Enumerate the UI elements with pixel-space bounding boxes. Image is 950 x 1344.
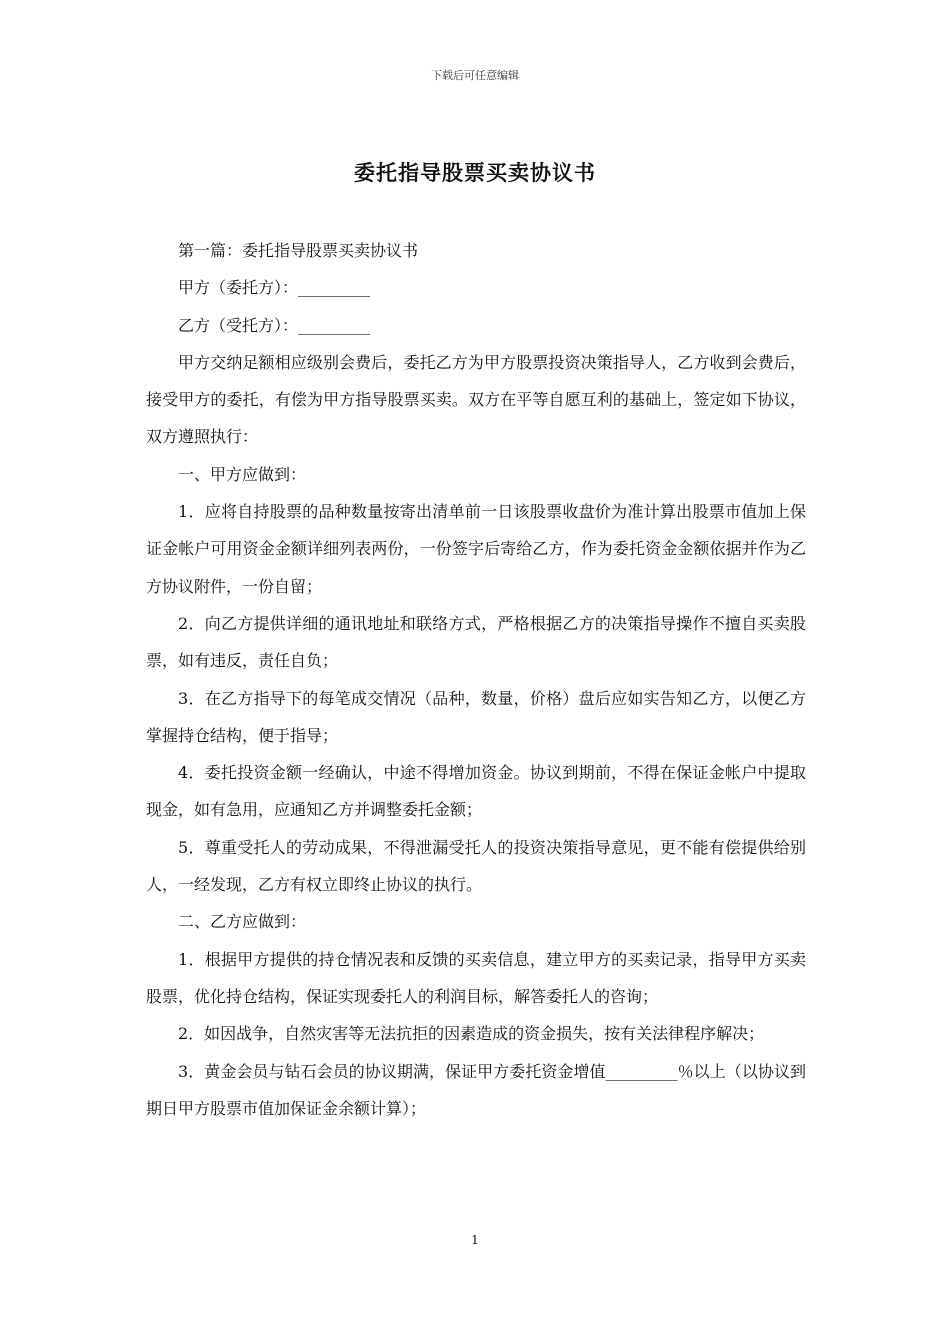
document-body <box>146 232 806 1127</box>
paragraph: 5．尊重受托人的劳动成果，不得泄漏受托人的投资决策指导意见，更不能有偿提供给别人，一经发现，乙方有权立即终止协议的执行。 <box>146 837 806 895</box>
paragraph: 甲方（委托方）：_________ <box>178 278 371 298</box>
paragraph: 3．在乙方指导下的每笔成交情况（品种，数量，价格）盘后应如实告知乙方，以便乙方掌握持仓结构，便于指导； <box>146 688 806 745</box>
paragraph: 2．向乙方提供详细的通讯地址和联络方式，严格根据乙方的决策指导操作不擅自买卖股票，如有违反，责任自负； <box>146 613 806 671</box>
paragraph: 第一篇：委托指导股票买卖协议书 <box>178 241 419 260</box>
paragraph: 一、甲方应做到： <box>178 464 307 484</box>
page-number: 1 <box>471 1233 479 1247</box>
paragraph: 1．根据甲方提供的持仓情况表和反馈的买卖信息，建立甲方的买卖记录，指导甲方买卖股票，优化持仓结构，保证实现委托人的利润目标，解答委托人的咨询； <box>146 949 806 1006</box>
paragraph: 3．黄金会员与钻石会员的协议期满，保证甲方委托资金增值_________％以上（以协议到期日甲方股票市值加保证金余额计算）； <box>146 1061 806 1118</box>
paragraph: 甲方交纳足额相应级别会费后，委托乙方为甲方股票投资决策指导人，乙方收到会费后，接受甲方的委托，有偿为甲方指导股票买卖。双方在平等自愿互利的基础上，签定如下协议，双方遵照执行： <box>146 352 806 447</box>
document-title: 委托指导股票买卖协议书 <box>354 160 596 185</box>
paragraph: 乙方（受托方）：_________ <box>178 315 371 335</box>
paragraph: 1．应将自持股票的品种数量按寄出清单前一日该股票收盘价为准计算出股票市值加上保证金帐户可用资金金额详细列表两份，一份签字后寄给乙方，作为委托资金金额依据并作为乙方协议附件，一份自留； <box>146 502 806 596</box>
paragraph: 2．如因战争，自然灾害等无法抗拒的因素造成的资金损失，按有关法律程序解决； <box>178 1024 765 1044</box>
header-note: 下载后可任意编辑 <box>431 69 519 82</box>
paragraph: 二、乙方应做到： <box>178 912 307 932</box>
paragraph: 4．委托投资金额一经确认，中途不得增加资金。协议到期前，不得在保证金帐户中提取现金，如有急用，应通知乙方并调整委托金额； <box>146 763 806 820</box>
